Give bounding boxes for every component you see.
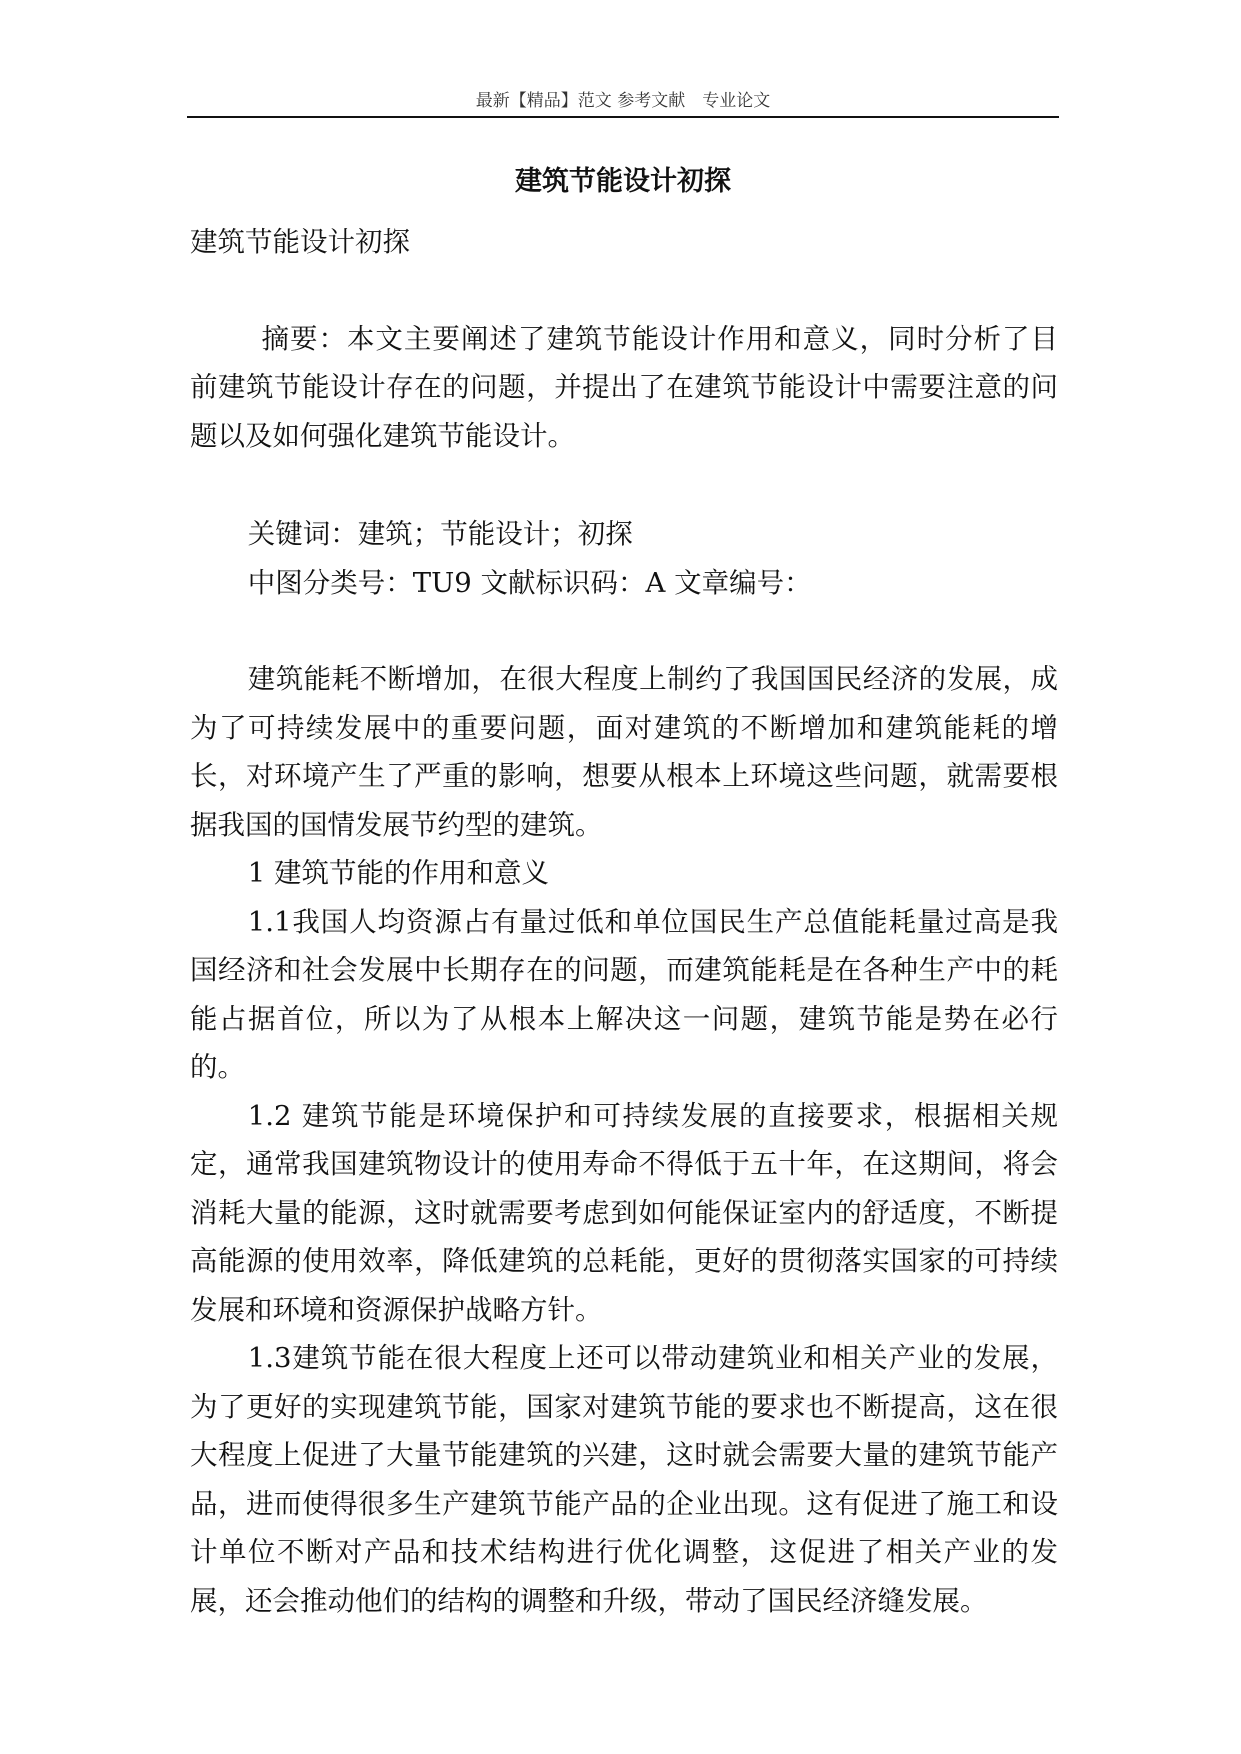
paragraph-1-1: 1.1我国人均资源占有量过低和单位国民生产总值能耗量过高是我国经济和社会发展中长期存在的问题，而建筑能耗是在各种生产中的耗能占据首位，所以为了从根本上解决这一问题，建筑节能是势在必行的。	[190, 905, 1058, 1083]
page-header: 最新【精品】范文 参考文献 专业论文	[475, 91, 771, 111]
classification-line: 中图分类号：TU9 文献标识码：A 文章编号：	[247, 566, 812, 599]
document-title: 建筑节能设计初探	[515, 166, 731, 197]
section-heading-1: 1 建筑节能的作用和意义	[247, 857, 549, 889]
paragraph-1-3: 1.3建筑节能在很大程度上还可以带动建筑业和相关产业的发展，为了更好的实现建筑节能，国家对建筑节能的要求也不断提高，这在很大程度上促进了大量节能建筑的兴建，这时就会需要大量的建筑节能产品，进而使得很多生产建筑节能产品的企业出现。这有促进了施工和设计单位不断对产品和技术结构进行优化调整，这促进了相关产业的发展，还会推动他们的结构的调整和升级，带动了国民经济缝发展。	[190, 1342, 1058, 1617]
keywords-line: 关键词：建筑；节能设计；初探	[247, 518, 633, 550]
intro-paragraph: 建筑能耗不断增加，在很大程度上制约了我国国民经济的发展，成为了可持续发展中的重要问题，面对建筑的不断增加和建筑能耗的增长，对环境产生了严重的影响，想要从根本上环境这些问题，就需要根据我国的国情发展节约型的建筑。	[190, 663, 1058, 841]
abstract-paragraph: 摘要：本文主要阐述了建筑节能设计作用和意义，同时分析了目前建筑节能设计存在的问题，并提出了在建筑节能设计中需要注意的问题以及如何强化建筑节能设计。	[190, 322, 1058, 452]
document-subtitle: 建筑节能设计初探	[190, 226, 410, 258]
header-rule	[187, 116, 1059, 118]
document-body	[190, 218, 1058, 1625]
paragraph-1-2: 1.2 建筑节能是环境保护和可持续发展的直接要求，根据相关规定，通常我国建筑物设计的使用寿命不得低于五十年，在这期间，将会消耗大量的能源，这时就需要考虑到如何能保证室内的舒适度，不断提高能源的使用效率，降低建筑的总耗能，更好的贯彻落实国家的可持续发展和环境和资源保护战略方针。	[190, 1099, 1058, 1326]
